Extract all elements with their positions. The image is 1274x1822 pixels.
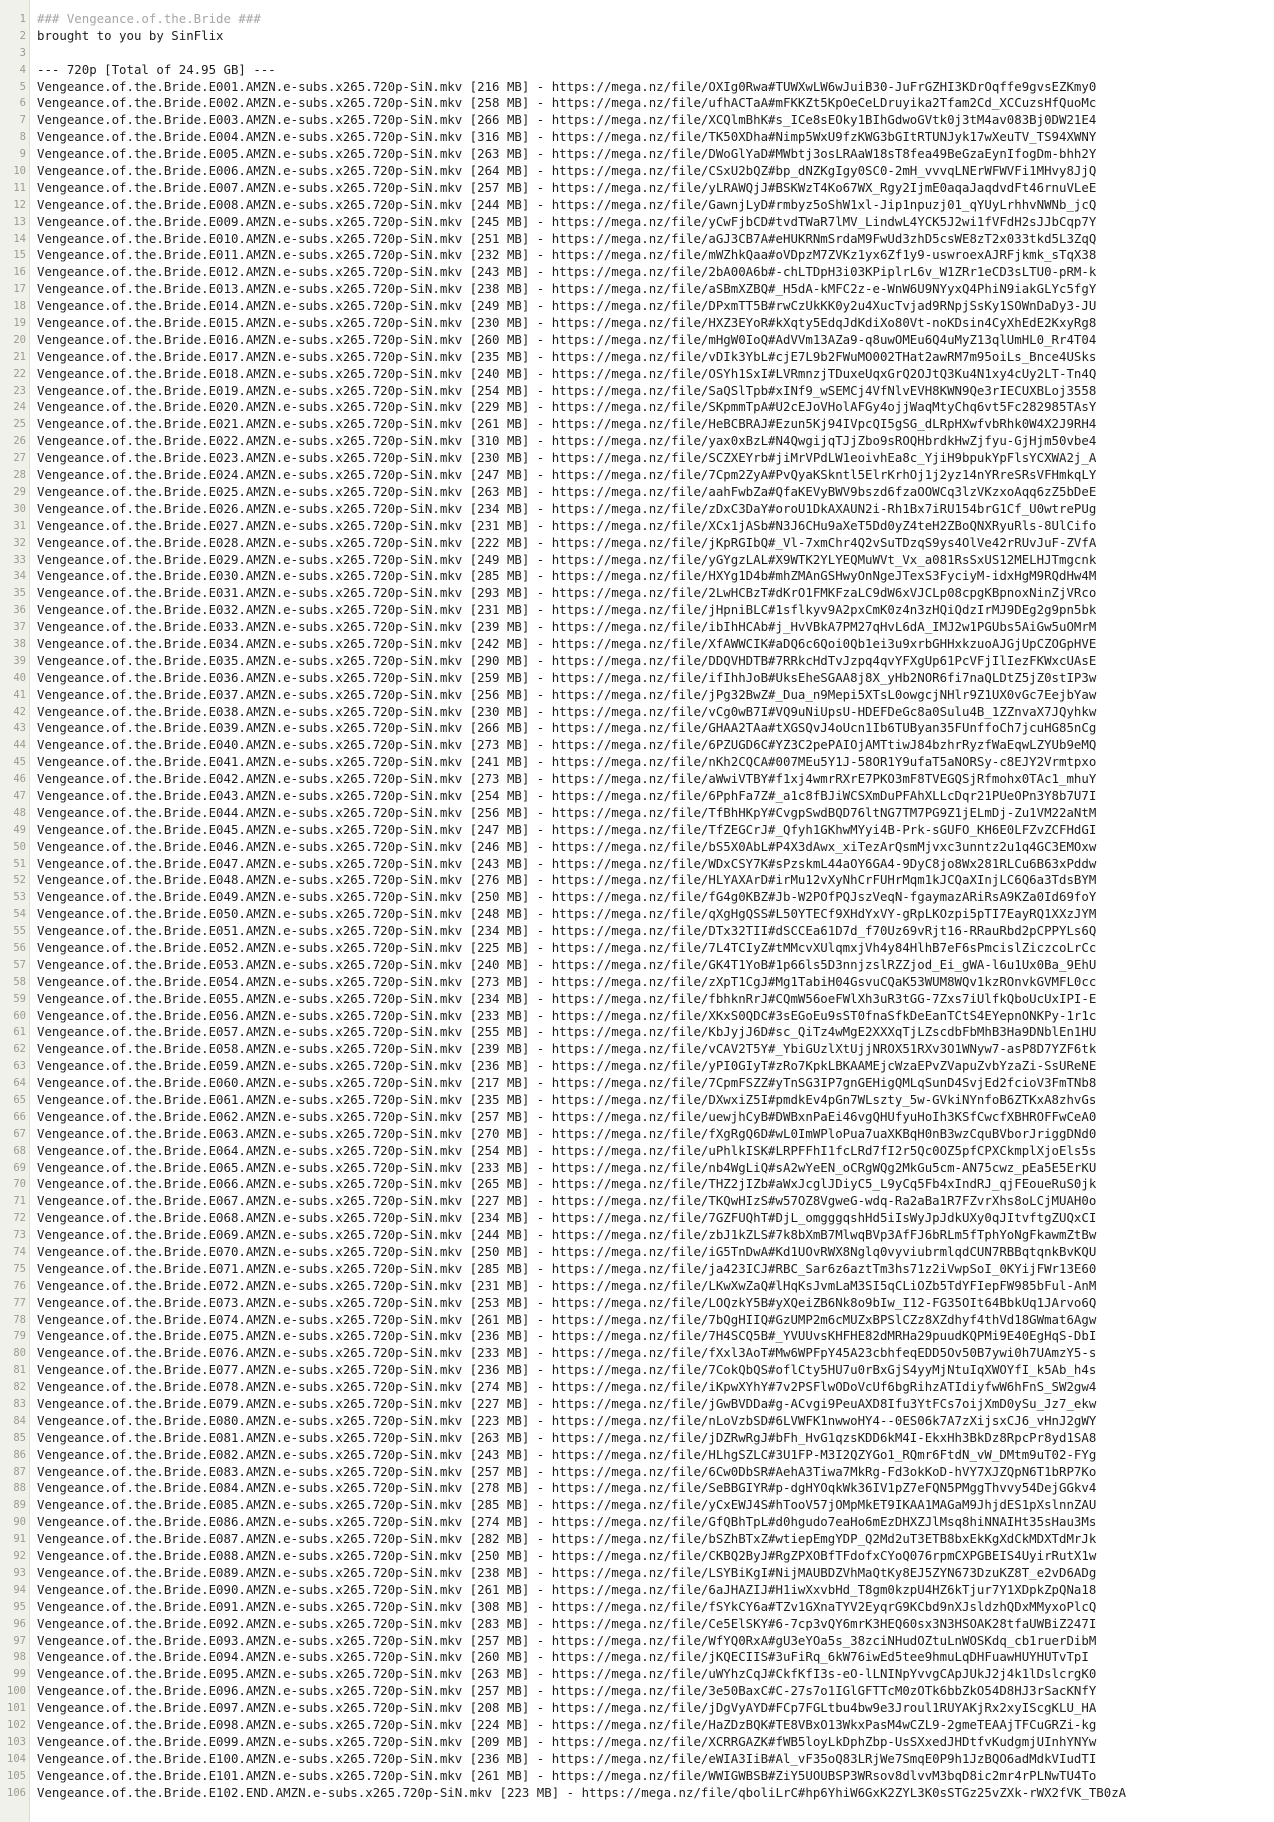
line-number: 55 [13,925,26,938]
line-number: 83 [13,1398,26,1411]
line-number: 67 [13,1127,26,1140]
text-line[interactable]: Vengeance.of.the.Bride.E038.AMZN.e-subs.x265.720p-SiN.mkv [230 MB] - https://mega.nz/file/vCg0wB7I#VQ9uNiUpsU-HDEFDeGc8a0Sulu4B_1ZZnvaX7JQyhkw [37,703,1097,719]
text-line[interactable]: Vengeance.of.the.Bride.E095.AMZN.e-subs.x265.720p-SiN.mkv [263 MB] - https://mega.nz/file/uWYhzCqJ#CkfKfI3s-eO-lLNINpYvvgCApJUkJ2j4k1lDslcrgK0 [37,1666,1097,1682]
line-number: 73 [13,1229,26,1242]
text-line[interactable]: Vengeance.of.the.Bride.E057.AMZN.e-subs.x265.720p-SiN.mkv [255 MB] - https://mega.nz/file/KbJyjJ6D#sc_QiTz4wMgE2XXXqTjLZscdbFbMhB3Ha9DNblEn1HU [37,1024,1097,1040]
text-line[interactable]: Vengeance.of.the.Bride.E080.AMZN.e-subs.x265.720p-SiN.mkv [223 MB] - https://mega.nz/file/nLoVzbSD#6LVWFK1nwwoHY4--0ES06k7A7zXijsxCJ6_vHnJ2gWY [37,1412,1097,1428]
line-number: 46 [13,773,26,786]
text-line[interactable]: Vengeance.of.the.Bride.E060.AMZN.e-subs.x265.720p-SiN.mkv [217 MB] - https://mega.nz/file/7CpmFSZZ#yTnSG3IP7gnGEHigQMLqSunD4SvjEd2fcioV3FmTNb8 [37,1075,1097,1091]
line-number: 5 [19,80,26,93]
text-line[interactable]: --- 720p [Total of 24.95 GB] --- [37,61,276,77]
line-number: 105 [7,1769,26,1782]
text-line[interactable]: Vengeance.of.the.Bride.E068.AMZN.e-subs.x265.720p-SiN.mkv [234 MB] - https://mega.nz/file/7GZFUQhT#DjL_omgggqshHd5iIsWyJpJdkUXy0qJItvftgZUQxCI [37,1210,1097,1226]
text-line[interactable]: Vengeance.of.the.Bride.E025.AMZN.e-subs.x265.720p-SiN.mkv [263 MB] - https://mega.nz/file/aahFwbZa#QfaKEVyBWV9bszd6fzaOOWCq3lzVKzxoAqq6zZ5bDeE [37,483,1097,499]
text-line[interactable]: Vengeance.of.the.Bride.E050.AMZN.e-subs.x265.720p-SiN.mkv [248 MB] - https://mega.nz/file/qXgHgQSS#L50YTECf9XHdYxVY-gRpLKOzpi5pTI7EayRQ1XXzJYM [37,906,1097,922]
line-number: 77 [13,1296,26,1309]
text-line[interactable]: Vengeance.of.the.Bride.E033.AMZN.e-subs.x265.720p-SiN.mkv [239 MB] - https://mega.nz/file/ibIhHCAb#j_HvVBkA7PM27qHvL6dA_IMJ2w1PGUbs5AiGw5uOMrM [37,619,1097,635]
text-line[interactable]: Vengeance.of.the.Bride.E084.AMZN.e-subs.x265.720p-SiN.mkv [278 MB] - https://mega.nz/file/SeBBGIYR#p-dgHYOqkWk36IV1pZ7eFQN5PMggThvvy54DejGGkv4 [37,1480,1097,1496]
line-number: 21 [13,350,26,363]
text-line[interactable]: Vengeance.of.the.Bride.E063.AMZN.e-subs.x265.720p-SiN.mkv [270 MB] - https://mega.nz/file/fXgRgQ6D#wL0ImWPloPua7uaXKBqH0nB3wzCquBVborJriggDNd0 [37,1125,1097,1141]
line-number: 19 [13,317,26,330]
line-number: 10 [13,165,26,178]
text-line[interactable]: Vengeance.of.the.Bride.E061.AMZN.e-subs.x265.720p-SiN.mkv [235 MB] - https://mega.nz/file/DXwxiZ5I#pmdkEv4pGn7WLszty_5w-GVkiNYnfoB6ZTKxA8zhvGs [37,1092,1097,1107]
text-line[interactable]: Vengeance.of.the.Bride.E092.AMZN.e-subs.x265.720p-SiN.mkv [283 MB] - https://mega.nz/file/Ce5ElSKY#6-7cp3vQY6mrK3HEQ60sx3N3HSOAK28tfaUWBiZ247I [37,1615,1097,1631]
line-number: 84 [13,1414,26,1427]
text-line[interactable]: Vengeance.of.the.Bride.E065.AMZN.e-subs.x265.720p-SiN.mkv [233 MB] - https://mega.nz/file/nb4WgLiQ#sA2wYeEN_oCRgWQg2MkGu5cm-AN75cwz_pEa5E5ErKU [37,1159,1097,1175]
line-number: 72 [13,1212,26,1225]
line-number: 15 [13,249,26,262]
text-line[interactable]: Vengeance.of.the.Bride.E019.AMZN.e-subs.x265.720p-SiN.mkv [254 MB] - https://mega.nz/file/SaQSlTpb#xINf9_wSEMCj4VfNlvEVH8KWN9Qe3rIECUXBLoj3558 [37,382,1097,398]
line-number: 7 [19,114,26,127]
text-line[interactable]: Vengeance.of.the.Bride.E087.AMZN.e-subs.x265.720p-SiN.mkv [282 MB] - https://mega.nz/file/bSZhBTxZ#wtiepEmgYDP_Q2Md2uT3ETB8bxEkKgXdCkMDXTdMrJk [37,1531,1097,1547]
text-line[interactable]: Vengeance.of.the.Bride.E102.END.AMZN.e-subs.x265.720p-SiN.mkv [223 MB] - https://mega.nz/file/qboliLrC#hp6YhiW6GxK2ZYL3K0sSTGz25vZXk-rWX2fVK_TB0zA [37,1784,1127,1800]
text-line[interactable]: Vengeance.of.the.Bride.E035.AMZN.e-subs.x265.720p-SiN.mkv [290 MB] - https://mega.nz/file/DDQVHDTB#7RRkcHdTvJzpq4qvYFXgUp61PcVFjIlIezFKWxcUAsE [37,652,1097,668]
text-line[interactable]: Vengeance.of.the.Bride.E017.AMZN.e-subs.x265.720p-SiN.mkv [235 MB] - https://mega.nz/file/vDIk3YbL#cjE7L9b2FWuMO002THat2awRM7m95oiLs_Bnce4USks [37,348,1097,364]
line-number: 54 [13,908,26,921]
line-number: 99 [13,1668,26,1681]
text-line[interactable]: Vengeance.of.the.Bride.E048.AMZN.e-subs.x265.720p-SiN.mkv [276 MB] - https://mega.nz/file/HLYAXArD#irMu12vXyNhCrFUHrMqm1kJCQaXInjLC6Q6a3TdsBYM [37,872,1097,888]
line-number: 2 [19,29,26,42]
text-line[interactable]: Vengeance.of.the.Bride.E054.AMZN.e-subs.x265.720p-SiN.mkv [273 MB] - https://mega.nz/file/zXpT1CgJ#Mg1TabiH04GsvuCQaK53WUM8WQv1kzROnvkGVMFL0cc [37,973,1097,989]
line-number: 37 [13,621,26,634]
text-line[interactable]: Vengeance.of.the.Bride.E041.AMZN.e-subs.x265.720p-SiN.mkv [241 MB] - https://mega.nz/file/nKh2CQCA#007MEu5Y1J-58OR1Y9ufaT5aNORSy-c8EJY2Vrmtpxo [37,754,1097,770]
text-line[interactable]: Vengeance.of.the.Bride.E013.AMZN.e-subs.x265.720p-SiN.mkv [238 MB] - https://mega.nz/file/aSBmXZBQ#_H5dA-kMFC2z-e-WnW6U9NYyxQ4PhiN9iakGLYc5fgY [37,281,1097,297]
line-number: 51 [13,857,26,870]
text-line[interactable]: Vengeance.of.the.Bride.E030.AMZN.e-subs.x265.720p-SiN.mkv [285 MB] - https://mega.nz/file/HXYg1D4b#mhZMAnGSHwyOnNgeJTexS3FyciyM-idxHgM9RQdHw4M [37,568,1097,584]
line-number: 85 [13,1431,26,1444]
text-line[interactable]: Vengeance.of.the.Bride.E066.AMZN.e-subs.x265.720p-SiN.mkv [265 MB] - https://mega.nz/file/THZ2jIZb#aWxJcglJDiyC5_L9yCq5Fb4xIndRJ_qjFEoueRuS0jk [37,1176,1097,1192]
line-number: 79 [13,1330,26,1343]
line-number: 50 [13,840,26,853]
text-line[interactable] [37,45,1274,62]
line-number: 28 [13,469,26,482]
text-line[interactable]: Vengeance.of.the.Bride.E034.AMZN.e-subs.x265.720p-SiN.mkv [242 MB] - https://mega.nz/file/XfAWWCIK#aDQ6c6Qoi0Qb1ei3u9xrbGHHxkzuoAJGjUpCZOGpHVE [37,635,1097,651]
text-line[interactable]: Vengeance.of.the.Bride.E011.AMZN.e-subs.x265.720p-SiN.mkv [232 MB] - https://mega.nz/file/mWZhkQaa#oVDpzM7ZVKz1yx6Zf1y9-uswroexAJRFjkmk_sTqX38 [37,247,1097,263]
line-number: 9 [19,148,26,161]
line-number: 62 [13,1043,26,1056]
line-number: 17 [13,283,26,296]
line-number: 60 [13,1009,26,1022]
line-number: 65 [13,1094,26,1106]
text-line[interactable]: Vengeance.of.the.Bride.E085.AMZN.e-subs.x265.720p-SiN.mkv [285 MB] - https://mega.nz/file/yCxEWJ4S#hTooV57jOMpMkET9IKAA1MAGaM9JhjdES1pXslnnZAU [37,1497,1097,1513]
line-number: 63 [13,1060,26,1073]
line-number: 43 [13,722,26,735]
text-line[interactable]: ### Vengeance.of.the.Bride ### [37,11,261,26]
editor-text-area[interactable] [30,0,1274,1822]
line-number: 6 [19,97,26,110]
line-number: 11 [13,181,26,194]
text-line[interactable]: Vengeance.of.the.Bride.E040.AMZN.e-subs.x265.720p-SiN.mkv [273 MB] - https://mega.nz/file/6PZUGD6C#YZ3C2pePAIOjAMTtiwJ84bzhrRyzfWaEqwLZYUb9eMQ [37,737,1097,753]
text-line[interactable]: Vengeance.of.the.Bride.E055.AMZN.e-subs.x265.720p-SiN.mkv [234 MB] - https://mega.nz/file/fbhknRrJ#CQmW56oeFWlXh3uR3tGG-7Zxs7iUlfkQboUcUxIPI-E [37,990,1097,1006]
line-number: 74 [13,1246,26,1259]
line-number: 13 [13,215,26,228]
text-line[interactable]: Vengeance.of.the.Bride.E081.AMZN.e-subs.x265.720p-SiN.mkv [263 MB] - https://mega.nz/file/jDZRwRgJ#bFh_HvG1qzsKDD6kM4I-EkxHh3BkDz8RpcPr8yd1SA8 [37,1429,1097,1445]
text-line[interactable]: Vengeance.of.the.Bride.E049.AMZN.e-subs.x265.720p-SiN.mkv [250 MB] - https://mega.nz/file/fG4g0KBZ#Jb-W2POfPQJszVeqN-fgaymazARiRsA9KZa0Id69foY [37,889,1097,905]
line-number: 53 [13,891,26,904]
text-line[interactable]: Vengeance.of.the.Bride.E018.AMZN.e-subs.x265.720p-SiN.mkv [240 MB] - https://mega.nz/file/OSYh1SxI#LVRmnzjTDuxeUqxGrQ2OJtQ3Ku4N1xy4cUy2LT-Tn4Q [37,365,1097,381]
text-line[interactable]: Vengeance.of.the.Bride.E037.AMZN.e-subs.x265.720p-SiN.mkv [256 MB] - https://mega.nz/file/jPg32BwZ#_Dua_n9Mepi5XTsL0owgcjNHlr9Z1UX0vGc7EejbYaw [37,686,1097,702]
line-number: 44 [13,739,26,752]
line-number: 104 [7,1752,26,1765]
line-number: 70 [13,1178,26,1191]
line-number: 102 [7,1718,26,1731]
text-line[interactable]: Vengeance.of.the.Bride.E032.AMZN.e-subs.x265.720p-SiN.mkv [231 MB] - https://mega.nz/file/jHpniBLC#1sflkyv9A2pxCmK0z4n3zHQiQdzIrMJ9DEg2g9pn5bk [37,602,1097,618]
line-number: 33 [13,553,26,566]
text-line[interactable]: Vengeance.of.the.Bride.E094.AMZN.e-subs.x265.720p-SiN.mkv [260 MB] - https://mega.nz/file/jKQECIIS#3uFiRq_6kW76iwEd5tee9hmuLqDHFuawHUYHUTvTpI [37,1649,1089,1665]
line-number: 20 [13,333,26,346]
text-line[interactable]: brought to you by SinFlix [37,27,224,43]
line-number: 56 [13,941,26,954]
line-number: 76 [13,1279,26,1292]
text-line[interactable]: Vengeance.of.the.Bride.E012.AMZN.e-subs.x265.720p-SiN.mkv [243 MB] - https://mega.nz/file/2bA00A6b#-chLTDpH3i03KPiplrL6v_W1ZRr1eCD3sLTU0-pRM-k [37,264,1097,280]
text-line[interactable]: Vengeance.of.the.Bride.E028.AMZN.e-subs.x265.720p-SiN.mkv [222 MB] - https://mega.nz/file/jKpRGIbQ#_Vl-7xmChr4Q2vSuTDzqS9ys4OlVe42rRUvJuF-ZVfA [37,534,1097,550]
text-line[interactable]: Vengeance.of.the.Bride.E024.AMZN.e-subs.x265.720p-SiN.mkv [247 MB] - https://mega.nz/file/7Cpm2ZyA#PvQyaKSkntl5ElrKrhOj1j2yz14nYRreSRsVFHmkqLY [37,467,1097,483]
text-line[interactable]: Vengeance.of.the.Bride.E076.AMZN.e-subs.x265.720p-SiN.mkv [233 MB] - https://mega.nz/file/fXxl3AoT#Mw6WPFpY45A23cbhfeqEDD5Ov50B7ywi0h7UAmzY5-s [37,1345,1097,1361]
line-number-gutter [0,0,30,1822]
text-line[interactable]: Vengeance.of.the.Bride.E016.AMZN.e-subs.x265.720p-SiN.mkv [260 MB] - https://mega.nz/file/mHgW0IoQ#AdVVm13AZa9-q8uwOMEu6Q4uMyZ13qlUmHL0_Rr4T04 [37,331,1097,347]
line-number: 3 [19,46,26,59]
line-number: 39 [13,654,26,667]
line-number: 36 [13,604,26,617]
text-line[interactable]: Vengeance.of.the.Bride.E005.AMZN.e-subs.x265.720p-SiN.mkv [263 MB] - https://mega.nz/file/DWoGlYaD#MWbtj3osLRAaW18sT8fea49BeGzaEynIfogDm-bhh2Y [37,146,1097,162]
line-number: 88 [13,1482,26,1495]
text-line[interactable]: Vengeance.of.the.Bride.E096.AMZN.e-subs.x265.720p-SiN.mkv [257 MB] - https://mega.nz/file/3e50BaxC#C-27s7o1IGlGFTTcM0zOTk6bbZkO54D8HJ3rSacKNfY [37,1683,1097,1699]
text-line[interactable]: Vengeance.of.the.Bride.E069.AMZN.e-subs.x265.720p-SiN.mkv [244 MB] - https://mega.nz/file/zbJ1kZLS#7k8bXmB7MlwqBVp3AfFJ6bRLm5fTphYoNgFkawmZtBw [37,1227,1097,1243]
text-line[interactable]: Vengeance.of.the.Bride.E072.AMZN.e-subs.x265.720p-SiN.mkv [231 MB] - https://mega.nz/file/LKwXwZaQ#lHqKsJvmLaM3SI5qCLiOZb5TdYFIepFW985bFul-AnM [37,1277,1097,1293]
text-line[interactable]: Vengeance.of.the.Bride.E097.AMZN.e-subs.x265.720p-SiN.mkv [208 MB] - https://mega.nz/file/jDgVyAYD#FCp7FGLtbu4bw9e3Jroul1RUYAKjRx2xyIScgKLU_HA [37,1700,1097,1716]
text-line[interactable]: Vengeance.of.the.Bride.E043.AMZN.e-subs.x265.720p-SiN.mkv [254 MB] - https://mega.nz/file/6PphFa7Z#_a1c8fBJiWCSXmDuPFAhXLLcDqr21PUeOPn3Y8b7U7I [37,787,1097,803]
text-line[interactable]: Vengeance.of.the.Bride.E059.AMZN.e-subs.x265.720p-SiN.mkv [236 MB] - https://mega.nz/file/yPI0GIyT#zRo7KpkLBKAAMEjcWzaEPvZVapuZvbYzaZi-SsUReNE [37,1058,1097,1074]
line-number: 82 [13,1381,26,1394]
text-line[interactable]: Vengeance.of.the.Bride.E082.AMZN.e-subs.x265.720p-SiN.mkv [243 MB] - https://mega.nz/file/HLhgSZLC#3U1FP-M3I2QZYGo1_RQmr6FtdN_vW_DMtm9uT02-FYg [37,1446,1097,1462]
text-line[interactable]: Vengeance.of.the.Bride.E074.AMZN.e-subs.x265.720p-SiN.mkv [261 MB] - https://mega.nz/file/7bQgHIIQ#GzUMP2m6cMUZxBPSlCZz8XZdhyf4thVd18GWmat6Agw [37,1311,1097,1327]
text-line[interactable]: Vengeance.of.the.Bride.E029.AMZN.e-subs.x265.720p-SiN.mkv [249 MB] - https://mega.nz/file/yGYgzLAL#X9WTK2YLYEQMuWVt_Vx_a081RsSxUS12MELHJTmgcnk [37,551,1097,567]
text-line[interactable]: Vengeance.of.the.Bride.E045.AMZN.e-subs.x265.720p-SiN.mkv [247 MB] - https://mega.nz/file/TfZEGCrJ#_Qfyh1GKhwMYyi4B-Prk-sGUFO_KH6E0LFZvZCFHdGI [37,821,1097,837]
text-line[interactable]: Vengeance.of.the.Bride.E009.AMZN.e-subs.x265.720p-SiN.mkv [245 MB] - https://mega.nz/file/yCwFjbCD#tvdTWaR7lMV_LindwL4YCK5J2wi1fVFdH2sJJbCqp7Y [37,213,1097,229]
text-line[interactable]: Vengeance.of.the.Bride.E015.AMZN.e-subs.x265.720p-SiN.mkv [230 MB] - https://mega.nz/file/HXZ3EYoR#kXqty5EdqJdKdiXo80Vt-noKDsin4CyXhEdE2KxyRg8 [37,315,1097,331]
line-number: 90 [13,1516,26,1529]
line-number: 12 [13,198,26,211]
text-line[interactable]: Vengeance.of.the.Bride.E003.AMZN.e-subs.x265.720p-SiN.mkv [266 MB] - https://mega.nz/file/XCQlmBhK#s_ICe8sEOky1BIhGdwoGVtk0j3tM4av083Bj0DW21E4 [37,112,1097,128]
line-number: 75 [13,1262,26,1275]
line-number: 48 [13,806,26,819]
text-line[interactable]: Vengeance.of.the.Bride.E008.AMZN.e-subs.x265.720p-SiN.mkv [244 MB] - https://mega.nz/file/GawnjLyD#rmbyz5oShW1xl-Jip1npuzj01_qYUyLrhhvNWNb_jcQ [37,196,1097,212]
line-number: 81 [13,1364,26,1377]
line-number: 86 [13,1448,26,1461]
text-line[interactable]: Vengeance.of.the.Bride.E020.AMZN.e-subs.x265.720p-SiN.mkv [229 MB] - https://mega.nz/file/SKpmmTpA#U2cEJoVHolAFGy4ojjWaqMtyChq6vt5Fc282985TAsY [37,399,1097,415]
line-number: 97 [13,1634,26,1647]
line-number: 61 [13,1026,26,1039]
text-line[interactable]: Vengeance.of.the.Bride.E036.AMZN.e-subs.x265.720p-SiN.mkv [259 MB] - https://mega.nz/file/ifIhhJoB#UksEheSGAA8j8X_yHb2NOR6fi7naQLDtZ5jZ0stIP3w [37,669,1097,685]
text-line[interactable]: Vengeance.of.the.Bride.E042.AMZN.e-subs.x265.720p-SiN.mkv [273 MB] - https://mega.nz/file/aWwiVTBY#f1xj4wmrRXrE7PKO3mF8TVEGQSjRfmohx0TAc1_mhuY [37,771,1097,787]
text-line[interactable]: Vengeance.of.the.Bride.E100.AMZN.e-subs.x265.720p-SiN.mkv [236 MB] - https://mega.nz/file/eWIA3IiB#Al_vF35oQ83LRjWe7SmqE0P9h1JzBQO6adMdkVIudTI [37,1750,1097,1766]
text-line[interactable]: Vengeance.of.the.Bride.E079.AMZN.e-subs.x265.720p-SiN.mkv [227 MB] - https://mega.nz/file/jGwBVDDa#g-ACvgi9PeuAXD8Ifu3YtFCs7oijXmD0ySu_Jz7_ekw [37,1396,1097,1412]
line-number: 47 [13,789,26,802]
text-line[interactable]: Vengeance.of.the.Bride.E027.AMZN.e-subs.x265.720p-SiN.mkv [231 MB] - https://mega.nz/file/XCx1jASb#N3J6CHu9aXeT5Dd0yZ4teH2ZBoQNXRyuRls-8UlCifo [37,517,1097,533]
text-line[interactable]: Vengeance.of.the.Bride.E075.AMZN.e-subs.x265.720p-SiN.mkv [236 MB] - https://mega.nz/file/7H4SCQ5B#_YVUUvsKHFHE82dMRHa29puudKQPMi9E40EgHqS-DbI [37,1328,1097,1344]
line-number: 57 [13,958,26,971]
text-line[interactable]: Vengeance.of.the.Bride.E099.AMZN.e-subs.x265.720p-SiN.mkv [209 MB] - https://mega.nz/file/XCRRGAZK#fWB5loyLkDphZbp-UsSXxedJHDtfvKudgmjUInhYNYw [37,1733,1097,1749]
line-number: 42 [13,705,26,718]
text-line[interactable]: Vengeance.of.the.Bride.E071.AMZN.e-subs.x265.720p-SiN.mkv [285 MB] - https://mega.nz/file/ja423ICJ#RBC_Sar6z6aztTm3hs71z2iVwpSoI_0KYijFWr13E60 [37,1260,1097,1276]
line-number: 59 [13,992,26,1005]
line-number: 8 [19,131,26,144]
text-line[interactable]: Vengeance.of.the.Bride.E073.AMZN.e-subs.x265.720p-SiN.mkv [253 MB] - https://mega.nz/file/LOQzkY5B#yXQeiZB6Nk8o9bIw_I12-FG35OIt64BbkUq1JArvo6Q [37,1294,1097,1310]
text-line[interactable]: Vengeance.of.the.Bride.E070.AMZN.e-subs.x265.720p-SiN.mkv [250 MB] - https://mega.nz/file/iG5TnDwA#Kd1UOvRWX8Nglq0vyviubrmlqdCUN7RBBqtqnkBvKQU [37,1244,1097,1260]
text-line[interactable]: Vengeance.of.the.Bride.E083.AMZN.e-subs.x265.720p-SiN.mkv [257 MB] - https://mega.nz/file/6Cw0DbSR#AehA3Tiwa7MkRg-Fd3okKoD-hVY7XJZQpN6T1bRP7Ko [37,1463,1097,1479]
text-line[interactable]: Vengeance.of.the.Bride.E090.AMZN.e-subs.x265.720p-SiN.mkv [261 MB] - https://mega.nz/file/6aJHAZIJ#H1iwXxvbHd_T8gm0kzpU4HZ6kTjur7Y1XDpkZpQNa18 [37,1581,1097,1597]
text-line[interactable]: Vengeance.of.the.Bride.E086.AMZN.e-subs.x265.720p-SiN.mkv [274 MB] - https://mega.nz/file/GfQBhTpL#d0hgudo7eaHo6mEzDHXZJlMsq8hiNNAIHt35sHau3Ms [37,1514,1097,1530]
text-line[interactable]: Vengeance.of.the.Bride.E078.AMZN.e-subs.x265.720p-SiN.mkv [274 MB] - https://mega.nz/file/iKpwXYhY#7v2PSFlwODoVcUf6bgRihzATIdiyfwW6hFnS_SW2gw4 [37,1379,1097,1395]
line-number: 94 [13,1583,26,1596]
text-line[interactable]: Vengeance.of.the.Bride.E088.AMZN.e-subs.x265.720p-SiN.mkv [250 MB] - https://mega.nz/file/CKBQ2ByJ#RgZPXOBfTFdofxCYoQ076rpmCXPGBEIS4UyirRutX1w [37,1548,1097,1564]
text-line[interactable]: Vengeance.of.the.Bride.E091.AMZN.e-subs.x265.720p-SiN.mkv [308 MB] - https://mega.nz/file/fSYkCY6a#TZv1GXnaTYV2EyqrG9KCbd9nXJsldzhQDxMMyxoPlcQ [37,1598,1097,1614]
line-number: 1 [19,13,26,25]
line-number: 101 [7,1702,26,1715]
line-number: 14 [13,232,26,245]
line-number: 23 [13,384,26,397]
line-number: 16 [13,266,26,279]
line-number: 71 [13,1195,26,1208]
text-line[interactable]: Vengeance.of.the.Bride.E047.AMZN.e-subs.x265.720p-SiN.mkv [243 MB] - https://mega.nz/file/WDxCSY7K#sPzskmL44aOY6GA4-9DyC8jo8Wx281RLCu6B63xPddw [37,855,1097,871]
line-number: 41 [13,688,26,701]
line-number: 22 [13,367,26,380]
text-line[interactable]: Vengeance.of.the.Bride.E022.AMZN.e-subs.x265.720p-SiN.mkv [310 MB] - https://mega.nz/file/yax0xBzL#N4QwgijqTJjZbo9sROQHbrdkHwZjfyu-GjHjm50vbe4 [37,433,1097,449]
text-line[interactable]: Vengeance.of.the.Bride.E089.AMZN.e-subs.x265.720p-SiN.mkv [238 MB] - https://mega.nz/file/LSYBiKgI#NijMAUBDZVhMaQtKy8EJ5ZYN673DzuKZ8T_e2vD6ADg [37,1564,1097,1580]
text-line[interactable]: Vengeance.of.the.Bride.E031.AMZN.e-subs.x265.720p-SiN.mkv [293 MB] - https://mega.nz/file/2LwHCBzT#dKrO1FMKFzaLC9dW6xVJCLp08cpgKBpnoxNinZjVRco [37,585,1097,601]
line-number: 64 [13,1077,26,1090]
line-number: 29 [13,485,26,498]
line-number: 80 [13,1347,26,1360]
line-number: 31 [13,519,26,532]
text-line[interactable]: Vengeance.of.the.Bride.E007.AMZN.e-subs.x265.720p-SiN.mkv [257 MB] - https://mega.nz/file/yLRAWQjJ#BSKWzT4Ko67WX_Rgy2IjmE0aqaJaqdvdFt46rnuVLeE [37,179,1097,195]
line-number: 106 [7,1786,26,1799]
text-line[interactable]: Vengeance.of.the.Bride.E064.AMZN.e-subs.x265.720p-SiN.mkv [254 MB] - https://mega.nz/file/uPhlkISK#LRPFFhI1fcLRd7fI2r5Qc0OZ5pfCPXCkmplXjoEls5s [37,1142,1097,1158]
text-line[interactable]: Vengeance.of.the.Bride.E093.AMZN.e-subs.x265.720p-SiN.mkv [257 MB] - https://mega.nz/file/WfYQ0RxA#gU3eYOa5s_38zciNHudOZtuLnWOSKdq_cb1ruerDibM [37,1632,1097,1648]
text-line[interactable]: Vengeance.of.the.Bride.E026.AMZN.e-subs.x265.720p-SiN.mkv [234 MB] - https://mega.nz/file/zDxC3DaY#oroU1DkAXAUN2i-Rh1Bx7iRU154brG1Cf_U0wtrePUg [37,500,1097,516]
line-number: 45 [13,756,26,769]
line-number: 103 [7,1735,26,1748]
line-number: 27 [13,452,26,465]
text-line[interactable]: Vengeance.of.the.Bride.E056.AMZN.e-subs.x265.720p-SiN.mkv [233 MB] - https://mega.nz/file/XKxS0QDC#3sEGoEu9sST0fnaSfkDeEanTCtS4EYepnONKPy-1r1c [37,1007,1097,1023]
line-number: 18 [13,300,26,313]
line-number: 93 [13,1566,26,1579]
line-number: 40 [13,671,26,684]
text-line[interactable]: Vengeance.of.the.Bride.E052.AMZN.e-subs.x265.720p-SiN.mkv [225 MB] - https://mega.nz/file/7L4TCIyZ#tMMcvXUlqmxjVh4y84HlhB7eF6sPmcislZiczcoLrCc [37,939,1097,955]
line-number: 95 [13,1600,26,1613]
text-line[interactable]: Vengeance.of.the.Bride.E062.AMZN.e-subs.x265.720p-SiN.mkv [257 MB] - https://mega.nz/file/uewjhCyB#DWBxnPaEi46vgQHUfyuHoIh3KSfCwcfXBHROFFwCeA0 [37,1108,1097,1124]
line-number: 24 [13,401,26,414]
line-number: 4 [19,63,26,76]
line-number: 52 [13,874,26,887]
line-number: 87 [13,1465,26,1478]
line-number: 25 [13,418,26,431]
text-line[interactable]: Vengeance.of.the.Bride.E021.AMZN.e-subs.x265.720p-SiN.mkv [261 MB] - https://mega.nz/file/HeBCBRAJ#Ezun5Kj94IVpcQI5gSG_dLRpHXwfvbRhk0W4X2J9RH4 [37,416,1097,432]
text-line[interactable]: Vengeance.of.the.Bride.E046.AMZN.e-subs.x265.720p-SiN.mkv [246 MB] - https://mega.nz/file/bS5X0AbL#P4X3dAwx_xiTezArQsmMjvxc3unntz2u1q4GC3EMOxw [37,838,1097,854]
text-line[interactable]: Vengeance.of.the.Bride.E077.AMZN.e-subs.x265.720p-SiN.mkv [236 MB] - https://mega.nz/file/7CokQbQS#oflCty5HU7u0rBxGjS4yyMjNtuIqXWOYfI_k5Ab_h4s [37,1362,1097,1378]
text-line[interactable]: Vengeance.of.the.Bride.E101.AMZN.e-subs.x265.720p-SiN.mkv [261 MB] - https://mega.nz/file/WWIGWBSB#ZiY5UOUBSP3WRsov8dlvvM3bqD8ic2mr4rPLNwTU4To [37,1767,1097,1783]
text-line[interactable]: Vengeance.of.the.Bride.E006.AMZN.e-subs.x265.720p-SiN.mkv [264 MB] - https://mega.nz/file/CSxU2bQZ#bp_dNZKgIgy0SC0-2mH_vvvqLNErWFWVFi1MHvy8JjQ [37,163,1097,179]
text-line[interactable]: Vengeance.of.the.Bride.E053.AMZN.e-subs.x265.720p-SiN.mkv [240 MB] - https://mega.nz/file/GK4T1YoB#1p66ls5D3nnjzslRZZjod_Ei_gWA-l6u1Ux0Ba_9EhU [37,956,1097,972]
line-number: 38 [13,637,26,650]
line-number: 69 [13,1161,26,1174]
line-number: 34 [13,570,26,583]
text-line[interactable]: Vengeance.of.the.Bride.E023.AMZN.e-subs.x265.720p-SiN.mkv [230 MB] - https://mega.nz/file/SCZXEYrb#jiMrVPdLW1eoivhEa8c_YjiH9bpukYpFlsYCXWA2j_A [37,450,1097,466]
line-number: 96 [13,1617,26,1630]
line-number: 98 [13,1651,26,1664]
line-number: 32 [13,536,26,549]
line-number: 26 [13,435,26,448]
text-line[interactable]: Vengeance.of.the.Bride.E044.AMZN.e-subs.x265.720p-SiN.mkv [256 MB] - https://mega.nz/file/TfBhHKpY#CvgpSwdBQD76ltNG7TM7PG9Z1jELmDj-Zu1VM22aNtM [37,804,1097,820]
text-line[interactable]: Vengeance.of.the.Bride.E001.AMZN.e-subs.x265.720p-SiN.mkv [216 MB] - https://mega.nz/file/OXIg0Rwa#TUWXwLW6wJuiB30-JuFrGZHI3KDrOqffe9gvsEZKmy0 [37,78,1097,94]
line-number: 91 [13,1533,26,1546]
line-number: 49 [13,823,26,836]
text-line[interactable]: Vengeance.of.the.Bride.E067.AMZN.e-subs.x265.720p-SiN.mkv [227 MB] - https://mega.nz/file/TKQwHIzS#w57OZ8VgweG-wdq-Ra2aBa1R7FZvrXhs8oLCjMUAH0o [37,1193,1097,1209]
line-number: 89 [13,1499,26,1512]
text-line[interactable]: Vengeance.of.the.Bride.E051.AMZN.e-subs.x265.720p-SiN.mkv [234 MB] - https://mega.nz/file/DTx32TII#dSCCEa61D7d_f70Uz69vRjt16-RRauRbd2pCPPYLs6Q [37,923,1097,939]
line-number: 58 [13,975,26,988]
line-number: 100 [7,1685,26,1698]
text-line[interactable]: Vengeance.of.the.Bride.E058.AMZN.e-subs.x265.720p-SiN.mkv [239 MB] - https://mega.nz/file/vCAV2T5Y#_YbiGUzlXtUjjNROX51RXv3O1WNyw7-asP8D7YZF6tk [37,1041,1097,1057]
line-number: 92 [13,1550,26,1563]
line-number: 30 [13,502,26,515]
line-number: 78 [13,1313,26,1326]
line-number: 66 [13,1110,26,1123]
text-line[interactable]: Vengeance.of.the.Bride.E039.AMZN.e-subs.x265.720p-SiN.mkv [266 MB] - https://mega.nz/file/GHAA2TAa#tXGSQvJ4oUcn1Ib6TUByan35FUnffoCh7jcuHG85nCg [37,720,1097,736]
text-line[interactable]: Vengeance.of.the.Bride.E014.AMZN.e-subs.x265.720p-SiN.mkv [249 MB] - https://mega.nz/file/DPxmTT5B#rwCzUkKK0y2u4XucTvjad9RNpjSsKy1SOWnDaDy3-JU [37,298,1097,314]
text-line[interactable]: Vengeance.of.the.Bride.E002.AMZN.e-subs.x265.720p-SiN.mkv [258 MB] - https://mega.nz/file/ufhACTaA#mFKKZt5KpOeCeLDruyika2Tfam2Cd_XCCuzsHfQuoMc [37,95,1097,111]
text-line[interactable]: Vengeance.of.the.Bride.E004.AMZN.e-subs.x265.720p-SiN.mkv [316 MB] - https://mega.nz/file/TK50XDha#Nimp5WxU9fzKWG3bGItRTUNJyk17wXeuTV_TS94XWNY [37,129,1097,145]
line-number: 35 [13,587,26,600]
text-line[interactable]: Vengeance.of.the.Bride.E010.AMZN.e-subs.x265.720p-SiN.mkv [251 MB] - https://mega.nz/file/aGJ3CB7A#eHUKRNmSrdaM9FwUd3zhD5csWE8zT2x033tkd5L3ZqQ [37,230,1097,246]
text-line[interactable]: Vengeance.of.the.Bride.E098.AMZN.e-subs.x265.720p-SiN.mkv [224 MB] - https://mega.nz/file/HaZDzBQK#TE8VBxO13WkxPasM4wCZL9-2gmeTEAAjTFCuGRZi-kg [37,1716,1097,1732]
line-number: 68 [13,1144,26,1157]
